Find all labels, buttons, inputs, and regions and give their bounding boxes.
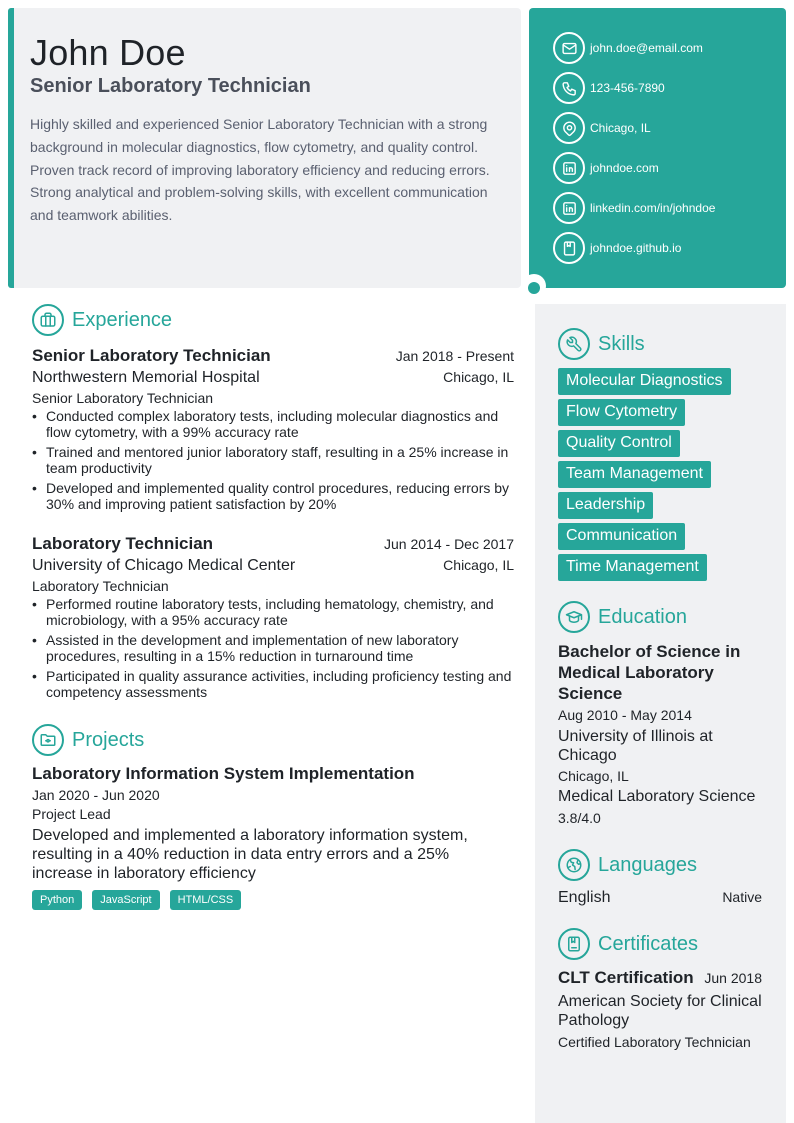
experience-heading (32, 304, 172, 336)
skill-chip: Leadership (558, 492, 653, 519)
job-date: Jan 2018 - Present (395, 348, 514, 364)
job-bullet: • Participated in quality assurance activities, including proficiency testing and competency assessments (32, 668, 514, 700)
job-location: Chicago, IL (443, 557, 514, 573)
contact-location-text: Chicago, IL (590, 121, 651, 135)
job-bullets (32, 408, 514, 512)
experience-item (32, 534, 514, 704)
contact-email-text: john.doe@email.com (590, 41, 703, 55)
language-item (558, 889, 762, 907)
skill-chip: Team Management (558, 461, 711, 488)
project-title: Laboratory Information System Implementation (32, 764, 415, 783)
job-role: Laboratory Technician (32, 578, 169, 594)
job-title: Laboratory Technician (32, 534, 214, 553)
certificate-item (558, 968, 762, 1050)
education-date: Aug 2010 - May 2014 (558, 707, 692, 723)
job-date: Jun 2014 - Dec 2017 (384, 536, 514, 552)
languages-title: Languages (598, 853, 697, 876)
contact-website-text: johndoe.com (590, 161, 659, 175)
candidate-headline: Senior Laboratory Technician (30, 75, 311, 97)
book-icon (553, 232, 585, 264)
job-company: University of Chicago Medical Center (32, 557, 296, 574)
job-title: Senior Laboratory Technician (32, 346, 271, 365)
certificates-heading (558, 928, 698, 960)
contact-website[interactable] (553, 152, 659, 184)
contact-phone-text: 123-456-7890 (590, 81, 665, 95)
summary-text: Highly skilled and experienced Senior Laboratory Technician with a strong background in molecular diagnostics, flow cytometry, and quality control. Proven track record of improving laboratory efficiency and reducing errors. Strong analytical and problem-solving skills, with excellent communication and teamwork abilities. (30, 116, 490, 224)
job-location: Chicago, IL (443, 369, 514, 385)
job-role: Senior Laboratory Technician (32, 390, 214, 406)
education-title: Education (598, 605, 687, 628)
job-bullet: • Conducted complex laboratory tests, including molecular diagnostics and flow cytometry, with a 99% accuracy rate (32, 408, 514, 440)
phone-icon (553, 72, 585, 104)
linkedin-icon (553, 152, 585, 184)
map-pin-icon (553, 112, 585, 144)
project-date: Jan 2020 - Jun 2020 (32, 787, 160, 803)
certificate-description: Certified Laboratory Technician (558, 1034, 751, 1050)
contact-location (553, 112, 651, 144)
contact-linkedin[interactable] (553, 192, 715, 224)
education-field: Medical Laboratory Science (558, 788, 756, 805)
skill-chip: Communication (558, 523, 685, 550)
timeline-dot-inner (528, 282, 540, 294)
skills-heading (558, 328, 645, 360)
project-tag: HTML/CSS (170, 890, 242, 910)
education-school: University of Illinois at Chicago (558, 728, 713, 764)
certificate-icon (558, 928, 590, 960)
certificate-issuer: American Society for Clinical Pathology (558, 993, 762, 1029)
experience-item (32, 346, 514, 516)
contact-phone[interactable] (553, 72, 665, 104)
skill-chip: Molecular Diagnostics (558, 368, 731, 395)
timeline-dot (522, 274, 546, 298)
briefcase-icon (32, 304, 64, 336)
graduation-cap-icon (558, 601, 590, 633)
job-bullet: • Trained and mentored junior laboratory staff, resulting in a 25% increase in team productivity (32, 444, 514, 476)
projects-heading (32, 724, 144, 756)
candidate-name: John Doe (30, 32, 186, 73)
project-tag: JavaScript (92, 890, 159, 910)
skills-list (558, 368, 768, 585)
job-company: Northwestern Memorial Hospital (32, 369, 260, 386)
certificate-date: Jun 2018 (704, 970, 762, 986)
linkedin-icon (553, 192, 585, 224)
education-item (558, 641, 768, 826)
language-level: Native (722, 889, 762, 905)
globe-icon (558, 849, 590, 881)
envelope-icon (553, 32, 585, 64)
contact-github-text: johndoe.github.io (590, 241, 682, 255)
header-accent-bar (8, 8, 14, 288)
skill-chip: Flow Cytometry (558, 399, 685, 426)
wrench-icon (558, 328, 590, 360)
project-tag: Python (32, 890, 82, 910)
skill-chip: Time Management (558, 554, 707, 581)
education-location: Chicago, IL (558, 768, 629, 784)
education-degree: Bachelor of Science in Medical Laboratory Science (558, 642, 741, 703)
languages-heading (558, 849, 697, 881)
skills-title: Skills (598, 332, 645, 355)
header-panel (8, 8, 521, 288)
experience-title: Experience (72, 308, 173, 331)
education-gpa: 3.8/4.0 (558, 810, 601, 826)
contact-panel (529, 8, 786, 288)
contact-linkedin-text: linkedin.com/in/johndoe (590, 201, 716, 215)
job-bullet: • Developed and implemented quality control procedures, reducing errors by 30% and improving patient satisfaction by 20% (32, 480, 514, 512)
job-bullets (32, 596, 514, 700)
job-bullet: • Assisted in the development and implementation of new laboratory procedures, resulting in a 15% reduction in turnaround time (32, 632, 514, 664)
project-role: Project Lead (32, 806, 111, 822)
project-description: Developed and implemented a laboratory information system, resulting in a 40% reduction in data entry errors and a 25% increase in laboratory efficiency (32, 827, 468, 882)
skill-chip: Quality Control (558, 430, 680, 457)
language-name: English (558, 889, 611, 906)
certificates-title: Certificates (598, 932, 699, 955)
job-bullet: • Performed routine laboratory tests, including hematology, chemistry, and microbiology, with a 95% accuracy rate (32, 596, 514, 628)
education-heading (558, 601, 687, 633)
project-item (32, 764, 514, 910)
folder-icon (32, 724, 64, 756)
contact-github[interactable] (553, 232, 681, 264)
projects-title: Projects (72, 728, 145, 751)
project-tags (32, 890, 514, 910)
certificate-name: CLT Certification (558, 968, 694, 987)
contact-email[interactable] (553, 32, 703, 64)
